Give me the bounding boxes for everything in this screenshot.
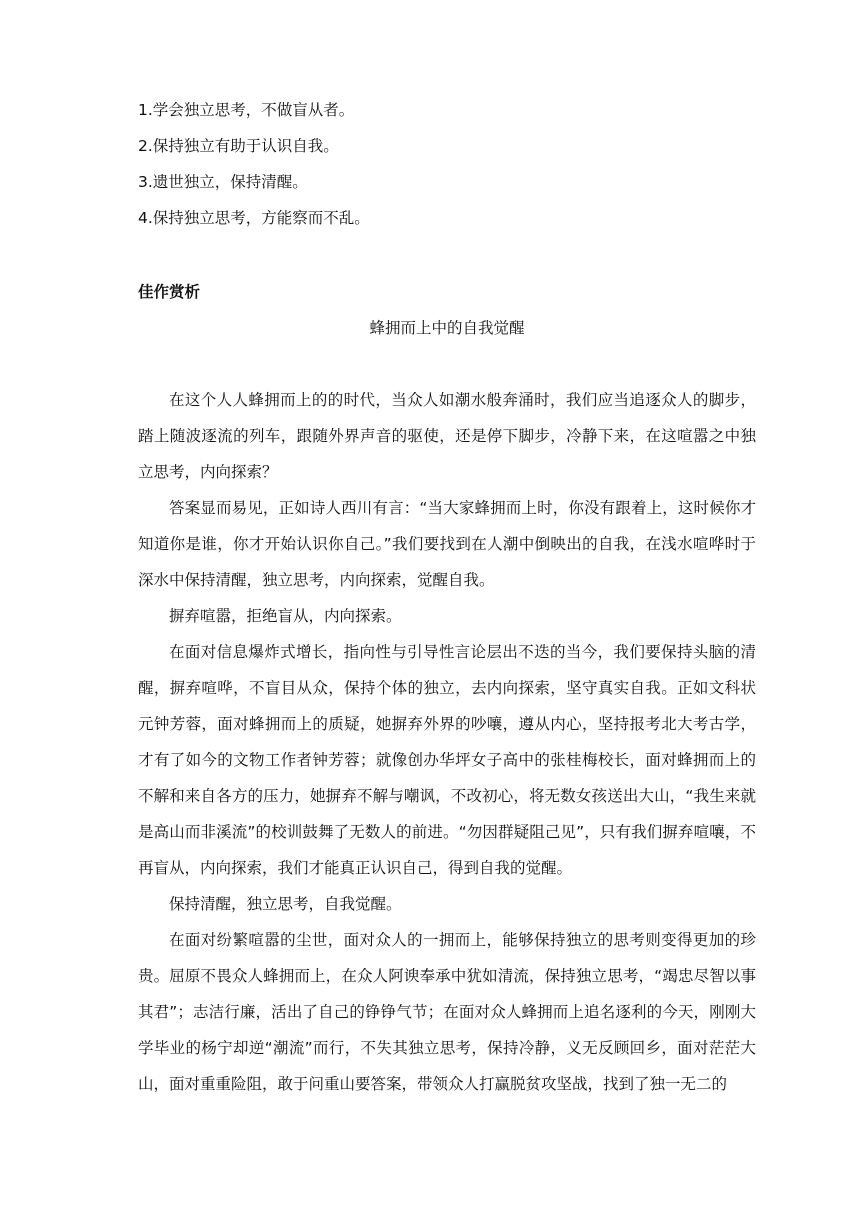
essay-body — [138, 382, 756, 1102]
paragraph: 在这个人人蜂拥而上的的时代，当众人如潮水般奔涌时，我们应当追逐众人的脚步，踏上随波逐流的列车，跟随外界声音的驱使，还是停下脚步，冷静下来，在这喧嚣之中独立思考，内向探索？ — [138, 391, 756, 481]
paragraph-subheading: 保持清醒，独立思考，自我觉醒。 — [169, 895, 402, 913]
document-content — [138, 92, 756, 1102]
list-item: 2.保持独立有助于认识自我。 — [138, 137, 339, 155]
key-points-list — [138, 92, 756, 236]
essay-title: 蜂拥而上中的自我觉醒 — [369, 319, 525, 337]
list-item: 3.遗世独立，保持清醒。 — [138, 173, 308, 191]
paragraph: 在面对纷繁喧嚣的尘世，面对众人的一拥而上，能够保持独立的思考则变得更加的珍贵。屈原不畏众人蜂拥而上，在众人阿谀奉承中犹如清流，保持独立思考，“竭忠尽智以事其君”；志洁行廉，活出了自己的铮铮气节；在面对众人蜂拥而上追名逐利的今天，刚刚大学毕业的杨宁却逆“潮流”而行，不失其独立思考，保持冷静，义无反顾回乡，面对茫茫大山，面对重重险阻，敢于问重山要答案，带领众人打赢脱贫攻坚战，找到了独一无二的 — [138, 931, 756, 1093]
section-heading: 佳作赏析 — [138, 283, 201, 301]
paragraph: 在面对信息爆炸式增长，指向性与引导性言论层出不迭的当今，我们要保持头脑的清醒，摒弃喧哗，不盲目从众，保持个体的独立，去内向探索，坚守真实自我。正如文科状元钟芳蓉，面对蜂拥而上的质疑，她摒弃外界的吵嚷，遵从内心，坚持报考北大考古学，才有了如今的文物工作者钟芳蓉；就像创办华坪女子高中的张桂梅校长，面对蜂拥而上的不解和来自各方的压力，她摒弃不解与嘲讽，不改初心，将无数女孩送出大山，“我生来就是高山而非溪流”的校训鼓舞了无数人的前进。“勿因群疑阻己见”，只有我们摒弃喧嚷，不再盲从，内向探索，我们才能真正认识自己，得到自我的觉醒。 — [138, 643, 756, 877]
list-item: 1.学会独立思考，不做盲从者。 — [138, 101, 355, 119]
list-item: 4.保持独立思考，方能察而不乱。 — [138, 209, 370, 227]
paragraph: 答案显而易见，正如诗人西川有言：“当大家蜂拥而上时，你没有跟着上，这时候你才知道你是谁，你才开始认识你自己。”我们要找到在人潮中倒映出的自我，在浅水喧哗时于深水中保持清醒，独立思考，内向探索，觉醒自我。 — [138, 499, 756, 589]
paragraph-subheading: 摒弃喧嚣，拒绝盲从，内向探索。 — [169, 607, 402, 625]
